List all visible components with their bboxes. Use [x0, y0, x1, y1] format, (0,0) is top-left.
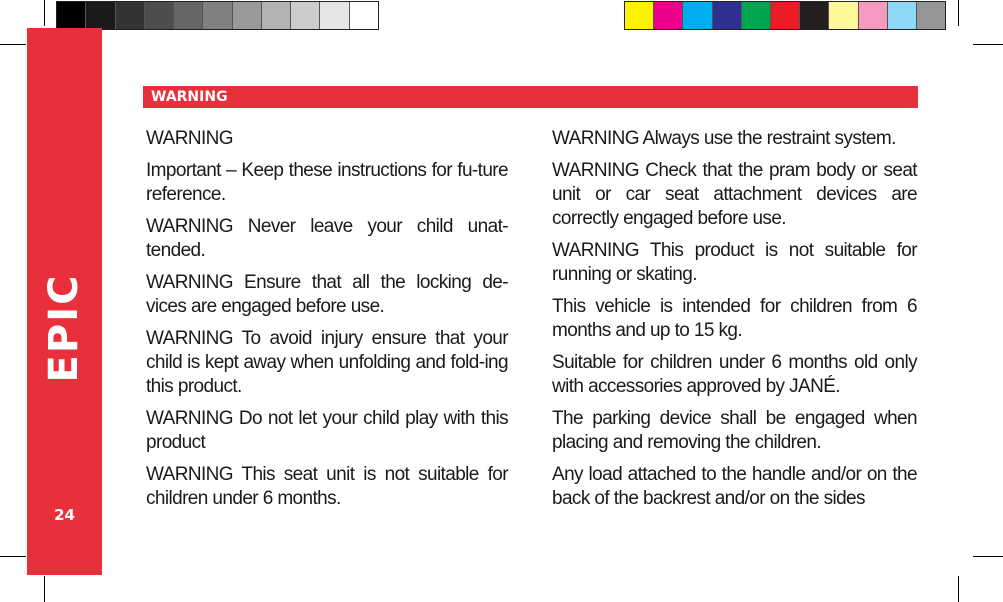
- gray-swatch: [320, 2, 349, 29]
- color-swatch: [683, 2, 712, 29]
- paragraph: Important – Keep these instructions for fu-ture reference.: [146, 160, 508, 205]
- gray-swatch: [350, 2, 378, 29]
- paragraph: WARNING Check that the pram body or seat unit or car seat attachment devices are correctly engaged before use.: [552, 160, 917, 229]
- crop-mark: [44, 0, 45, 26]
- gray-swatch: [262, 2, 291, 29]
- paragraph: WARNING This product is not suitable for running or skating.: [552, 240, 917, 285]
- paragraph: WARNING: [146, 128, 233, 149]
- crop-mark: [973, 44, 1003, 45]
- paragraph: WARNING Do not let your child play with this product: [146, 408, 508, 453]
- left-column: [146, 127, 508, 519]
- paragraph: WARNING Never leave your child unat-tended.: [146, 216, 508, 261]
- color-swatch: [654, 2, 683, 29]
- color-swatch: [742, 2, 771, 29]
- gray-swatch: [174, 2, 203, 29]
- color-swatch: [829, 2, 858, 29]
- crop-mark: [973, 556, 1003, 557]
- color-swatch: [771, 2, 800, 29]
- color-swatch: [888, 2, 917, 29]
- crop-mark: [958, 0, 959, 26]
- sidebar: [27, 28, 102, 575]
- section-header: WARNING: [143, 86, 918, 108]
- gray-swatch: [291, 2, 320, 29]
- paragraph: WARNING Ensure that all the locking de-vices are engaged before use.: [146, 272, 508, 317]
- gray-swatch: [57, 2, 86, 29]
- gray-swatch: [145, 2, 174, 29]
- color-swatch: [917, 2, 945, 29]
- color-swatch: [713, 2, 742, 29]
- color-swatch: [800, 2, 829, 29]
- paragraph: Any load attached to the handle and/or on the back of the backrest and/or on the sides: [552, 464, 917, 509]
- color-swatch: [859, 2, 888, 29]
- crop-mark: [44, 576, 45, 602]
- brand-title: EPIC: [41, 273, 87, 383]
- gray-swatch: [116, 2, 145, 29]
- color-calibration-bar: [624, 1, 946, 30]
- gray-calibration-bar: [56, 1, 379, 30]
- paragraph: The parking device shall be engaged when placing and removing the children.: [552, 408, 917, 453]
- crop-mark: [0, 556, 26, 557]
- paragraph: WARNING To avoid injury ensure that your child is kept away when unfolding and fold-ing this product.: [146, 328, 508, 397]
- gray-swatch: [86, 2, 115, 29]
- crop-mark: [958, 576, 959, 602]
- paragraph: WARNING This seat unit is not suitable for children under 6 months.: [146, 464, 508, 509]
- color-swatch: [625, 2, 654, 29]
- paragraph: Suitable for children under 6 months old only with accessories approved by JANÉ.: [552, 352, 917, 397]
- gray-swatch: [233, 2, 262, 29]
- page-number: 24: [54, 506, 75, 524]
- gray-swatch: [203, 2, 232, 29]
- crop-mark: [0, 44, 26, 45]
- paragraph: This vehicle is intended for children from 6 months and up to 15 kg.: [552, 296, 917, 341]
- right-column: [552, 127, 917, 519]
- paragraph: WARNING Always use the restraint system.: [552, 128, 896, 149]
